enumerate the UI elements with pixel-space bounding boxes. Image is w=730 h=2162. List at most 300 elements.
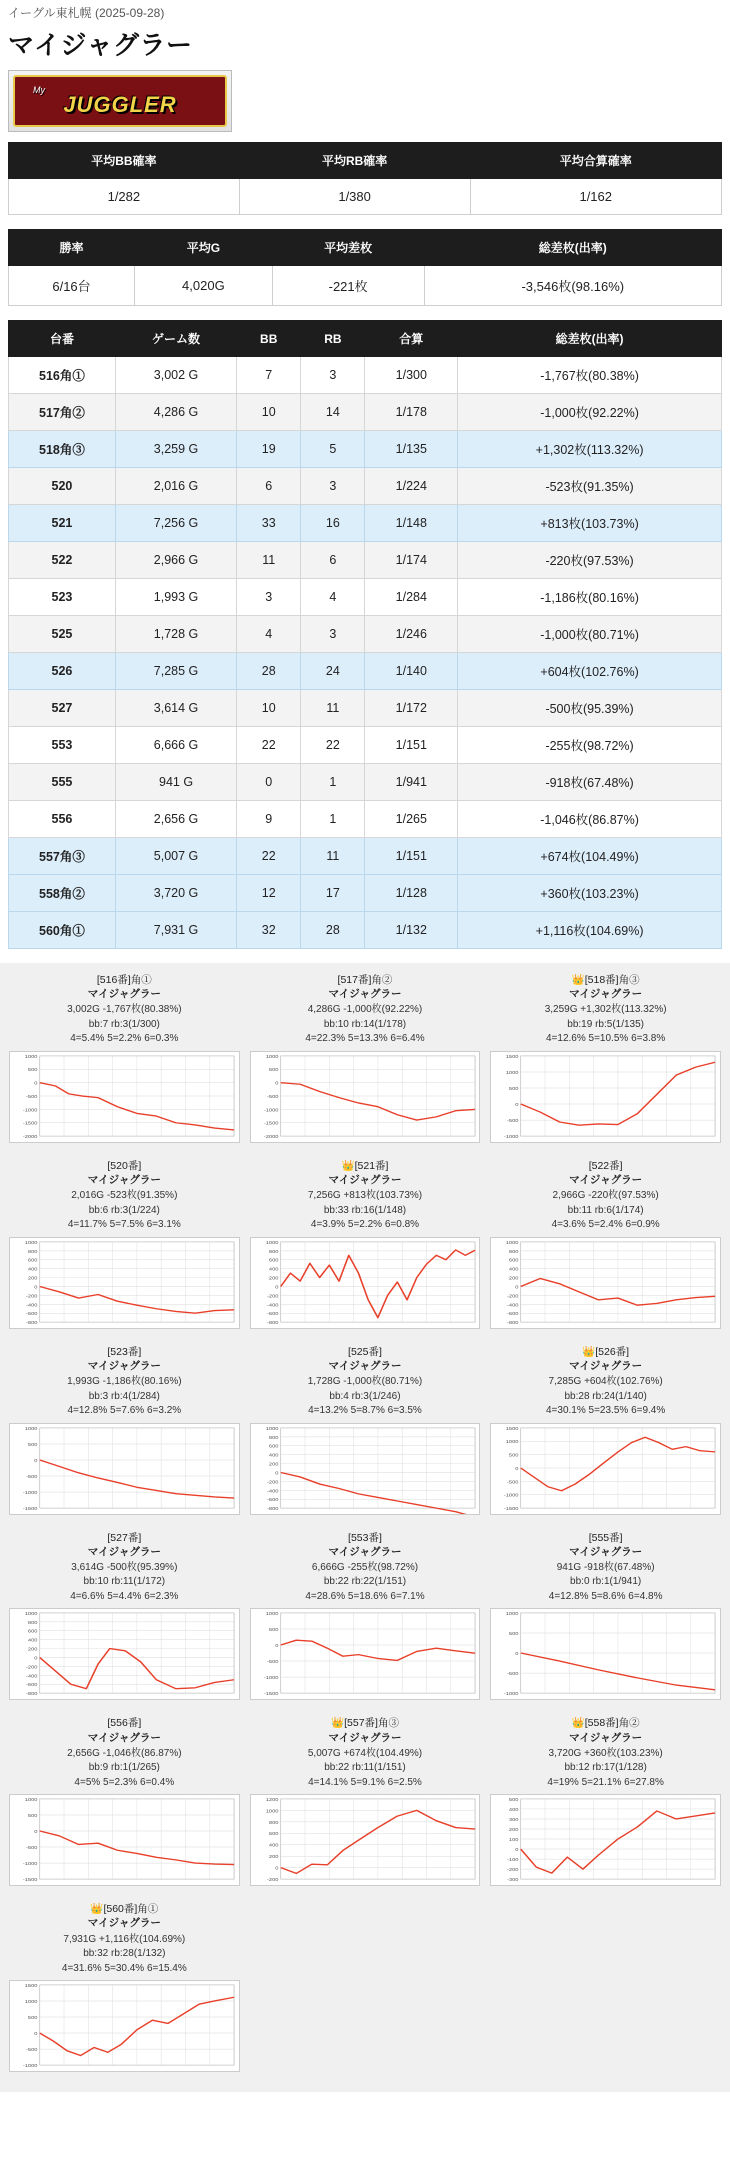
machine-no-cell: 522 (9, 542, 116, 579)
machine-no-cell: 523 (9, 579, 116, 616)
page-title: マイジャグラー (8, 30, 193, 60)
svg-text:-600: -600 (26, 1311, 38, 1317)
machine-card[interactable] (485, 1525, 726, 1711)
svg-text:0: 0 (274, 1284, 279, 1290)
card-title: [553番] (348, 1531, 382, 1544)
card-stat-total: 3,720G +360枚(103.23%) (548, 1747, 663, 1759)
bb-cell: 10 (237, 394, 301, 431)
chart-container (250, 1423, 481, 1515)
games-cell: 3,614 G (115, 690, 236, 727)
machine-card[interactable] (4, 1896, 245, 2082)
card-machine-name: マイジャグラー (569, 1731, 643, 1744)
chart-container (490, 1608, 721, 1700)
svg-text:-200: -200 (507, 1867, 519, 1874)
card-stats (9, 1003, 240, 1047)
svg-text:-600: -600 (266, 1497, 279, 1503)
card-title: [516番]角① (96, 974, 152, 986)
svg-text:-1000: -1000 (504, 1492, 519, 1499)
val-avg-rb: 1/380 (239, 179, 470, 215)
table-row[interactable] (9, 653, 722, 690)
card-title: [521番] (354, 1159, 389, 1172)
bb-cell: 11 (237, 542, 301, 579)
svg-text:1000: 1000 (24, 1239, 38, 1246)
chart-container (9, 1423, 240, 1515)
machine-card[interactable] (485, 1153, 726, 1339)
svg-text:-600: -600 (266, 1311, 279, 1317)
machine-card[interactable] (4, 1525, 245, 1711)
svg-text:-800: -800 (266, 1320, 279, 1326)
col-bb: BB (237, 321, 301, 357)
svg-text:-500: -500 (26, 2047, 38, 2053)
svg-text:-200: -200 (507, 1293, 519, 1299)
svg-text:-200: -200 (26, 1665, 38, 1671)
card-stat-setting: 4=31.6% 5=30.4% 6=15.4% (61, 1962, 187, 1974)
card-stats (250, 1003, 481, 1047)
card-machine-name: マイジャグラー (569, 988, 643, 1001)
total-cell: +360枚(103.23%) (458, 875, 722, 912)
svg-text:600: 600 (268, 1443, 279, 1450)
table-row[interactable] (9, 431, 722, 468)
table-row[interactable] (9, 801, 722, 838)
svg-text:-1000: -1000 (263, 1675, 279, 1682)
games-cell: 7,931 G (115, 912, 236, 949)
payout-line-chart (491, 1238, 720, 1328)
val-avg-bb: 1/282 (9, 179, 240, 215)
machine-no-cell: 558角② (9, 875, 116, 912)
svg-text:-200: -200 (26, 1293, 38, 1299)
card-stat-bonus: bb:33 rb:16(1/148) (323, 1204, 407, 1216)
machine-card[interactable] (4, 967, 245, 1153)
svg-text:-600: -600 (26, 1682, 38, 1689)
val-winrate: 6/16台 (9, 266, 135, 306)
svg-text:-1500: -1500 (263, 1691, 279, 1698)
svg-text:800: 800 (27, 1248, 38, 1255)
svg-text:-1000: -1000 (22, 1489, 38, 1496)
svg-text:-500: -500 (266, 1659, 279, 1666)
svg-text:-1500: -1500 (22, 1877, 38, 1884)
machine-no-cell: 560角① (9, 912, 116, 949)
card-stat-total: 3,614G -500枚(95.39%) (71, 1561, 178, 1573)
table-row[interactable] (9, 468, 722, 505)
card-header (9, 1716, 240, 1744)
payout-line-chart (10, 1424, 239, 1514)
val-avg-games: 4,020G (135, 266, 273, 306)
combined-cell: 1/300 (365, 357, 458, 394)
card-stat-total: 3,259G +1,302枚(113.32%) (544, 1004, 667, 1016)
machine-no-cell: 518角③ (9, 431, 116, 468)
machine-banner (8, 70, 232, 132)
machine-card[interactable] (4, 1339, 245, 1525)
total-cell: +1,302枚(113.32%) (458, 431, 722, 468)
card-machine-name: マイジャグラー (87, 988, 161, 1001)
machine-no-cell: 516角① (9, 357, 116, 394)
svg-text:-1000: -1000 (22, 1861, 38, 1868)
card-machine-name: マイジャグラー (569, 1545, 643, 1558)
table-row[interactable] (9, 690, 722, 727)
combined-cell: 1/140 (365, 653, 458, 690)
combined-cell: 1/265 (365, 801, 458, 838)
games-cell: 1,993 G (115, 579, 236, 616)
card-stat-setting: 4=5% 5=2.3% 6=0.4% (74, 1776, 175, 1788)
card-stats (9, 1561, 240, 1605)
games-cell: 7,256 G (115, 505, 236, 542)
bb-cell: 32 (237, 912, 301, 949)
svg-text:500: 500 (27, 1067, 38, 1073)
svg-text:-400: -400 (507, 1302, 519, 1308)
svg-text:0: 0 (274, 1643, 279, 1650)
banner-inner (13, 75, 227, 127)
machine-no-cell: 556 (9, 801, 116, 838)
svg-text:-400: -400 (266, 1302, 279, 1308)
svg-text:800: 800 (268, 1434, 279, 1441)
machine-no-cell: 520 (9, 468, 116, 505)
machine-graph-cards (0, 963, 730, 2092)
card-header (250, 1716, 481, 1744)
table-row (9, 266, 722, 306)
card-title: [525番] (348, 1345, 382, 1358)
svg-text:200: 200 (509, 1827, 519, 1834)
card-stat-setting: 4=3.6% 5=2.4% 6=0.9% (551, 1219, 660, 1231)
card-title: [522番] (588, 1159, 623, 1172)
svg-text:1000: 1000 (265, 1054, 279, 1060)
svg-text:500: 500 (27, 1441, 38, 1448)
card-machine-name: マイジャグラー (328, 988, 402, 1001)
crown-icon: 👑 (582, 1345, 596, 1358)
card-header (250, 973, 481, 1001)
payout-line-chart (10, 1981, 239, 2071)
payout-line-chart (251, 1052, 480, 1142)
card-stats (490, 1747, 721, 1791)
rb-cell: 11 (301, 690, 365, 727)
payout-line-chart (10, 1795, 239, 1885)
card-stat-bonus: bb:10 rb:14(1/178) (323, 1018, 407, 1030)
machine-card[interactable] (245, 1710, 486, 1896)
machine-card[interactable] (245, 967, 486, 1153)
chart-container (9, 1608, 240, 1700)
svg-text:-600: -600 (507, 1311, 519, 1317)
table-row[interactable] (9, 394, 722, 431)
games-cell: 1,728 G (115, 616, 236, 653)
card-stat-total: 7,285G +604枚(102.76%) (548, 1376, 663, 1388)
table-header-row (9, 321, 722, 357)
hall-name: イーグル東札幌 (2025-09-28) (8, 6, 165, 20)
summary-table-rates (8, 142, 722, 215)
svg-text:1000: 1000 (24, 1797, 38, 1803)
total-cell: +604枚(102.76%) (458, 653, 722, 690)
svg-text:1000: 1000 (265, 1611, 279, 1618)
card-stat-bonus: bb:9 rb:1(1/265) (88, 1762, 160, 1774)
card-stat-setting: 4=11.7% 5=7.5% 6=3.1% (67, 1219, 181, 1231)
card-title: [520番] (107, 1159, 142, 1172)
table-row[interactable] (9, 616, 722, 653)
chart-container (490, 1794, 721, 1886)
card-header (250, 1345, 481, 1373)
card-header (490, 1531, 721, 1559)
card-stat-total: 2,656G -1,046枚(86.87%) (67, 1747, 182, 1759)
card-title: [517番]角② (337, 974, 393, 986)
machine-card[interactable] (245, 1339, 486, 1525)
rb-cell: 16 (301, 505, 365, 542)
card-machine-name: マイジャグラー (87, 1917, 161, 1930)
svg-text:500: 500 (27, 1813, 38, 1819)
card-stat-total: 7,931G +1,116枚(104.69%) (63, 1933, 186, 1945)
col-avg-total: 平均合算確率 (470, 143, 722, 179)
svg-text:1000: 1000 (506, 1611, 519, 1618)
bb-cell: 3 (237, 579, 301, 616)
svg-text:-200: -200 (266, 1877, 279, 1884)
col-combined: 合算 (365, 321, 458, 357)
card-stat-bonus: bb:0 rb:1(1/941) (570, 1576, 642, 1588)
games-cell: 7,285 G (115, 653, 236, 690)
svg-text:1000: 1000 (265, 1808, 279, 1815)
chart-container (9, 1051, 240, 1143)
svg-text:-200: -200 (266, 1479, 279, 1485)
card-machine-name: マイジャグラー (328, 1359, 402, 1372)
svg-text:1000: 1000 (24, 1054, 38, 1060)
svg-text:0: 0 (34, 1829, 38, 1836)
chart-container (9, 1237, 240, 1329)
svg-text:0: 0 (34, 1080, 38, 1087)
combined-cell: 1/174 (365, 542, 458, 579)
svg-text:-2000: -2000 (263, 1134, 279, 1140)
rb-cell: 3 (301, 468, 365, 505)
machine-no-cell: 517角② (9, 394, 116, 431)
machine-card[interactable] (4, 1153, 245, 1339)
summary-table-results (8, 229, 722, 306)
svg-text:-400: -400 (26, 1673, 38, 1680)
card-stat-total: 7,256G +813枚(103.73%) (307, 1190, 423, 1202)
svg-text:-200: -200 (266, 1293, 279, 1299)
combined-cell: 1/941 (365, 764, 458, 801)
table-row[interactable] (9, 727, 722, 764)
col-avg-bb: 平均BB確率 (9, 143, 240, 179)
card-header (9, 973, 240, 1001)
bb-cell: 22 (237, 727, 301, 764)
svg-text:600: 600 (268, 1831, 279, 1838)
rb-cell: 11 (301, 838, 365, 875)
svg-text:0: 0 (34, 1284, 38, 1290)
rb-cell: 4 (301, 579, 365, 616)
payout-line-chart (491, 1795, 720, 1885)
svg-text:-500: -500 (26, 1845, 38, 1852)
val-avg-diff: -221枚 (272, 266, 424, 306)
svg-text:0: 0 (515, 1102, 519, 1108)
bb-cell: 7 (237, 357, 301, 394)
card-header (9, 1345, 240, 1373)
machine-detail-table (8, 320, 722, 949)
svg-text:500: 500 (509, 1086, 519, 1092)
rb-cell: 24 (301, 653, 365, 690)
total-cell: -1,000枚(80.71%) (458, 616, 722, 653)
card-header (250, 1159, 481, 1187)
svg-text:1000: 1000 (24, 1425, 38, 1432)
chart-container (490, 1237, 721, 1329)
svg-text:400: 400 (268, 1266, 279, 1273)
col-avg-games: 平均G (135, 230, 273, 266)
card-stat-total: 5,007G +674枚(104.49%) (307, 1747, 423, 1759)
card-header (9, 1531, 240, 1559)
total-cell: -1,046枚(86.87%) (458, 801, 722, 838)
machine-card[interactable] (485, 967, 726, 1153)
card-stats (250, 1747, 481, 1791)
svg-text:0: 0 (34, 2031, 38, 2037)
table-row[interactable] (9, 875, 722, 912)
bb-cell: 33 (237, 505, 301, 542)
table-row[interactable] (9, 357, 722, 394)
machine-no-cell: 555 (9, 764, 116, 801)
machine-card[interactable] (245, 1525, 486, 1711)
svg-text:800: 800 (27, 1620, 38, 1626)
svg-text:0: 0 (515, 1847, 519, 1854)
combined-cell: 1/246 (365, 616, 458, 653)
card-stat-bonus: bb:10 rb:11(1/172) (83, 1576, 166, 1588)
val-total-diff: -3,546枚(98.16%) (424, 266, 721, 306)
bb-cell: 4 (237, 616, 301, 653)
rb-cell: 1 (301, 801, 365, 838)
games-cell: 941 G (115, 764, 236, 801)
svg-text:-400: -400 (266, 1488, 279, 1494)
combined-cell: 1/178 (365, 394, 458, 431)
svg-text:-800: -800 (507, 1320, 519, 1326)
combined-cell: 1/224 (365, 468, 458, 505)
table-row[interactable] (9, 838, 722, 875)
card-stats (9, 1189, 240, 1233)
card-stat-setting: 4=30.1% 5=23.5% 6=9.4% (546, 1405, 666, 1417)
col-avg-diff: 平均差枚 (272, 230, 424, 266)
card-stat-setting: 4=12.8% 5=8.6% 6=4.8% (548, 1590, 663, 1602)
machine-no-cell: 553 (9, 727, 116, 764)
total-cell: -1,767枚(80.38%) (458, 357, 722, 394)
payout-line-chart (10, 1609, 239, 1699)
svg-text:1000: 1000 (24, 1999, 38, 2005)
games-cell: 2,656 G (115, 801, 236, 838)
card-stat-bonus: bb:19 rb:5(1/135) (567, 1018, 644, 1030)
total-cell: -1,000枚(92.22%) (458, 394, 722, 431)
svg-text:-800: -800 (26, 1320, 38, 1326)
table-row[interactable] (9, 579, 722, 616)
total-cell: -220枚(97.53%) (458, 542, 722, 579)
total-cell: -500枚(95.39%) (458, 690, 722, 727)
col-rb: RB (301, 321, 365, 357)
rb-cell: 3 (301, 616, 365, 653)
card-stats (490, 1189, 721, 1233)
chart-container (250, 1051, 481, 1143)
card-stat-setting: 4=28.6% 5=18.6% 6=7.1% (305, 1590, 425, 1602)
total-cell: -523枚(91.35%) (458, 468, 722, 505)
svg-text:-500: -500 (266, 1094, 279, 1100)
svg-text:400: 400 (27, 1266, 38, 1273)
table-row[interactable] (9, 912, 722, 949)
payout-line-chart (10, 1238, 239, 1328)
svg-text:1500: 1500 (506, 1054, 519, 1060)
svg-text:600: 600 (27, 1629, 38, 1635)
rb-cell: 28 (301, 912, 365, 949)
crown-icon: 👑 (90, 1903, 104, 1916)
card-machine-name: マイジャグラー (569, 1174, 643, 1187)
machine-card[interactable] (4, 1710, 245, 1896)
machine-card[interactable] (485, 1710, 726, 1896)
svg-text:-1500: -1500 (22, 1120, 38, 1127)
col-winrate: 勝率 (9, 230, 135, 266)
card-stat-bonus: bb:4 rb:3(1/246) (329, 1390, 401, 1402)
card-stat-total: 3,002G -1,767枚(80.38%) (67, 1004, 182, 1016)
card-stat-bonus: bb:28 rb:24(1/140) (564, 1390, 647, 1402)
card-stat-setting: 4=22.3% 5=13.3% 6=6.4% (305, 1033, 425, 1045)
crown-icon: 👑 (571, 1717, 585, 1730)
total-cell: -1,186枚(80.16%) (458, 579, 722, 616)
svg-text:500: 500 (509, 1452, 519, 1458)
svg-text:-300: -300 (507, 1877, 519, 1884)
games-cell: 2,966 G (115, 542, 236, 579)
card-title: [556番] (107, 1717, 142, 1730)
table-row[interactable] (9, 542, 722, 579)
svg-text:400: 400 (509, 1266, 519, 1273)
svg-text:600: 600 (509, 1257, 519, 1264)
svg-text:200: 200 (268, 1854, 279, 1861)
card-stats (9, 1747, 240, 1791)
val-avg-total: 1/162 (470, 179, 722, 215)
games-cell: 3,002 G (115, 357, 236, 394)
table-row[interactable] (9, 764, 722, 801)
col-total: 総差枚(出率) (458, 321, 722, 357)
rb-cell: 14 (301, 394, 365, 431)
svg-text:-1000: -1000 (263, 1107, 279, 1114)
svg-text:-500: -500 (26, 1473, 38, 1480)
card-stat-bonus: bb:22 rb:22(1/151) (323, 1576, 407, 1588)
games-cell: 4,286 G (115, 394, 236, 431)
svg-text:-1000: -1000 (22, 2063, 38, 2069)
card-stat-total: 1,728G -1,000枚(80.71%) (307, 1376, 423, 1388)
card-stat-bonus: bb:11 rb:6(1/174) (567, 1204, 644, 1216)
card-machine-name: マイジャグラー (87, 1174, 161, 1187)
card-stat-setting: 4=14.1% 5=9.1% 6=2.5% (308, 1776, 422, 1788)
games-cell: 3,259 G (115, 431, 236, 468)
svg-text:1000: 1000 (265, 1239, 279, 1246)
machine-no-cell: 521 (9, 505, 116, 542)
games-cell: 2,016 G (115, 468, 236, 505)
table-row (9, 179, 722, 215)
games-cell: 5,007 G (115, 838, 236, 875)
svg-text:500: 500 (509, 1631, 519, 1638)
machine-card[interactable] (485, 1339, 726, 1525)
bb-cell: 19 (237, 431, 301, 468)
card-stat-setting: 4=12.8% 5=7.6% 6=3.2% (67, 1405, 182, 1417)
card-header (250, 1531, 481, 1559)
svg-text:1500: 1500 (24, 1983, 38, 1989)
payout-line-chart (251, 1609, 480, 1699)
combined-cell: 1/128 (365, 875, 458, 912)
card-title: [527番] (107, 1531, 142, 1544)
svg-text:-1500: -1500 (263, 1120, 279, 1127)
chart-container (9, 1980, 240, 2072)
card-machine-name: マイジャグラー (328, 1731, 402, 1744)
table-row[interactable] (9, 505, 722, 542)
svg-text:800: 800 (268, 1820, 279, 1826)
svg-text:0: 0 (515, 1651, 519, 1658)
card-machine-name: マイジャグラー (87, 1545, 161, 1558)
chart-container (250, 1237, 481, 1329)
card-stat-total: 2,966G -220枚(97.53%) (552, 1190, 659, 1202)
bb-cell: 6 (237, 468, 301, 505)
card-header (490, 1159, 721, 1187)
card-stats (490, 1003, 721, 1047)
table-header-row (9, 143, 722, 179)
svg-text:-1500: -1500 (504, 1505, 519, 1512)
svg-text:400: 400 (268, 1843, 279, 1849)
machine-card[interactable] (245, 1153, 486, 1339)
svg-text:600: 600 (268, 1257, 279, 1264)
games-cell: 3,720 G (115, 875, 236, 912)
